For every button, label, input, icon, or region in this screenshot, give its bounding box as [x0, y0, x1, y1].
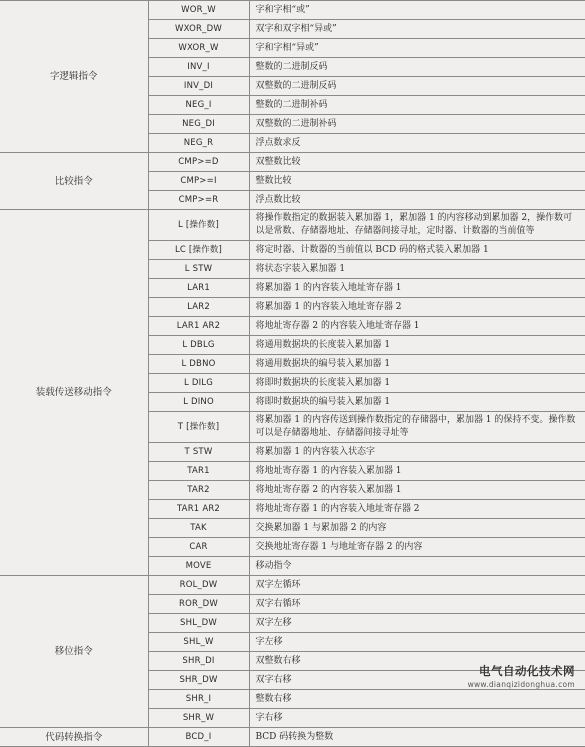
instruction-cell: WXOR_W	[148, 39, 249, 58]
instruction-cell: TAR1	[148, 462, 249, 481]
description-cell: 将地址寄存器 2 的内容装入累加器 1	[249, 481, 585, 500]
instruction-cell: TAK	[148, 519, 249, 538]
category-cell: 比较指令	[0, 153, 148, 210]
instruction-cell: ROL_DW	[148, 576, 249, 595]
category-cell: 代码转换指令	[0, 728, 148, 747]
table-row	[0, 576, 585, 595]
description-cell: 将通用数据块的长度装入累加器 1	[249, 336, 585, 355]
instruction-cell: SHR_I	[148, 690, 249, 709]
description-cell: 将状态字装入累加器 1	[249, 260, 585, 279]
instruction-cell: SHL_W	[148, 633, 249, 652]
description-cell: 交换地址寄存器 1 与地址寄存器 2 的内容	[249, 538, 585, 557]
description-cell: 整数的二进制补码	[249, 96, 585, 115]
instruction-cell: SHR_DI	[148, 652, 249, 671]
category-cell: 字逻辑指令	[0, 1, 148, 153]
description-cell: 双整数比较	[249, 153, 585, 172]
description-cell: 交换累加器 1 与累加器 2 的内容	[249, 519, 585, 538]
description-cell: 将地址寄存器 1 的内容装入累加器 1	[249, 462, 585, 481]
instruction-cell: WOR_W	[148, 1, 249, 20]
watermark-title: 电气自动化技术网	[479, 664, 575, 678]
instruction-cell: NEG_R	[148, 134, 249, 153]
description-cell: 字和字相“异或”	[249, 39, 585, 58]
table-row	[0, 728, 585, 747]
description-cell: 将定时器、计数器的当前值以 BCD 码的格式装入累加器 1	[249, 241, 585, 260]
instruction-cell: WXOR_DW	[148, 20, 249, 39]
instruction-cell: T [操作数]	[148, 412, 249, 443]
instruction-cell: SHR_W	[148, 709, 249, 728]
description-cell: 将即时数据块的长度装入累加器 1	[249, 374, 585, 393]
instruction-cell: ROR_DW	[148, 595, 249, 614]
description-cell: 将操作数指定的数据装入累加器 1，累加器 1 的内容移动到累加器 2，操作数可以是常数、存储器地址、存储器间接寻址，定时器、计数器的当前值等	[249, 210, 585, 241]
instruction-cell: L DILG	[148, 374, 249, 393]
description-cell: 双字和双字相“异或”	[249, 20, 585, 39]
instruction-cell: LAR1	[148, 279, 249, 298]
instruction-cell: INV_I	[148, 58, 249, 77]
instruction-cell: INV_DI	[148, 77, 249, 96]
table-row	[0, 210, 585, 241]
instruction-cell: NEG_I	[148, 96, 249, 115]
table-row	[0, 153, 585, 172]
instruction-cell: CMP>=I	[148, 172, 249, 191]
instruction-cell: LAR1 AR2	[148, 317, 249, 336]
description-cell: 整数的二进制反码	[249, 58, 585, 77]
instruction-cell: CMP>=D	[148, 153, 249, 172]
description-cell: 双字左循环	[249, 576, 585, 595]
instruction-cell: TAR2	[148, 481, 249, 500]
description-cell: 将通用数据块的编号装入累加器 1	[249, 355, 585, 374]
instruction-cell: L DBNO	[148, 355, 249, 374]
description-cell: 将累加器 1 的内容装入状态字	[249, 443, 585, 462]
instruction-cell: LC [操作数]	[148, 241, 249, 260]
instruction-cell: SHL_DW	[148, 614, 249, 633]
instruction-cell: BCD_I	[148, 728, 249, 747]
description-cell: 双整数的二进制反码	[249, 77, 585, 96]
description-cell: 整数右移	[249, 690, 585, 709]
description-cell: 双整数的二进制补码	[249, 115, 585, 134]
instruction-cell: MOVE	[148, 557, 249, 576]
instruction-cell: CAR	[148, 538, 249, 557]
instruction-cell: T STW	[148, 443, 249, 462]
description-cell: 将地址寄存器 1 的内容装入地址寄存器 2	[249, 500, 585, 519]
description-cell: 将累加器 1 的内容传送到操作数指定的存储器中，累加器 1 的保持不变。操作数可以是存储器地址、存储器间接寻址等	[249, 412, 585, 443]
category-cell: 移位指令	[0, 576, 148, 728]
instruction-cell: NEG_DI	[148, 115, 249, 134]
instruction-cell: SHR_DW	[148, 671, 249, 690]
category-cell: 装载传送移动指令	[0, 210, 148, 576]
description-cell: 将累加器 1 的内容装入地址寄存器 2	[249, 298, 585, 317]
instruction-cell: LAR2	[148, 298, 249, 317]
description-cell: 双字右循环	[249, 595, 585, 614]
description-cell: 双字右移	[249, 671, 585, 690]
instruction-cell: L DBLG	[148, 336, 249, 355]
description-cell: 字右移	[249, 709, 585, 728]
description-cell: 浮点数比较	[249, 191, 585, 210]
description-cell: 移动指令	[249, 557, 585, 576]
site-watermark	[468, 663, 575, 689]
description-cell: 字和字相“或”	[249, 1, 585, 20]
instruction-cell: TAR1 AR2	[148, 500, 249, 519]
description-cell: 将累加器 1 的内容装入地址寄存器 1	[249, 279, 585, 298]
description-cell: 整数比较	[249, 172, 585, 191]
watermark-url: www.dianqizidonghua.com	[467, 680, 575, 689]
instruction-cell: CMP>=R	[148, 191, 249, 210]
description-cell: 浮点数求反	[249, 134, 585, 153]
description-cell: 双整数右移	[249, 652, 585, 671]
description-cell: 双字左移	[249, 614, 585, 633]
instruction-cell: L [操作数]	[148, 210, 249, 241]
instruction-table-body	[0, 1, 585, 747]
instruction-cell: L STW	[148, 260, 249, 279]
description-cell: 字左移	[249, 633, 585, 652]
instruction-cell: L DINO	[148, 393, 249, 412]
description-cell: 将即时数据块的编号装入累加器 1	[249, 393, 585, 412]
description-cell: 将地址寄存器 2 的内容装入地址寄存器 1	[249, 317, 585, 336]
description-cell: BCD 码转换为整数	[249, 728, 585, 747]
table-row	[0, 1, 585, 20]
